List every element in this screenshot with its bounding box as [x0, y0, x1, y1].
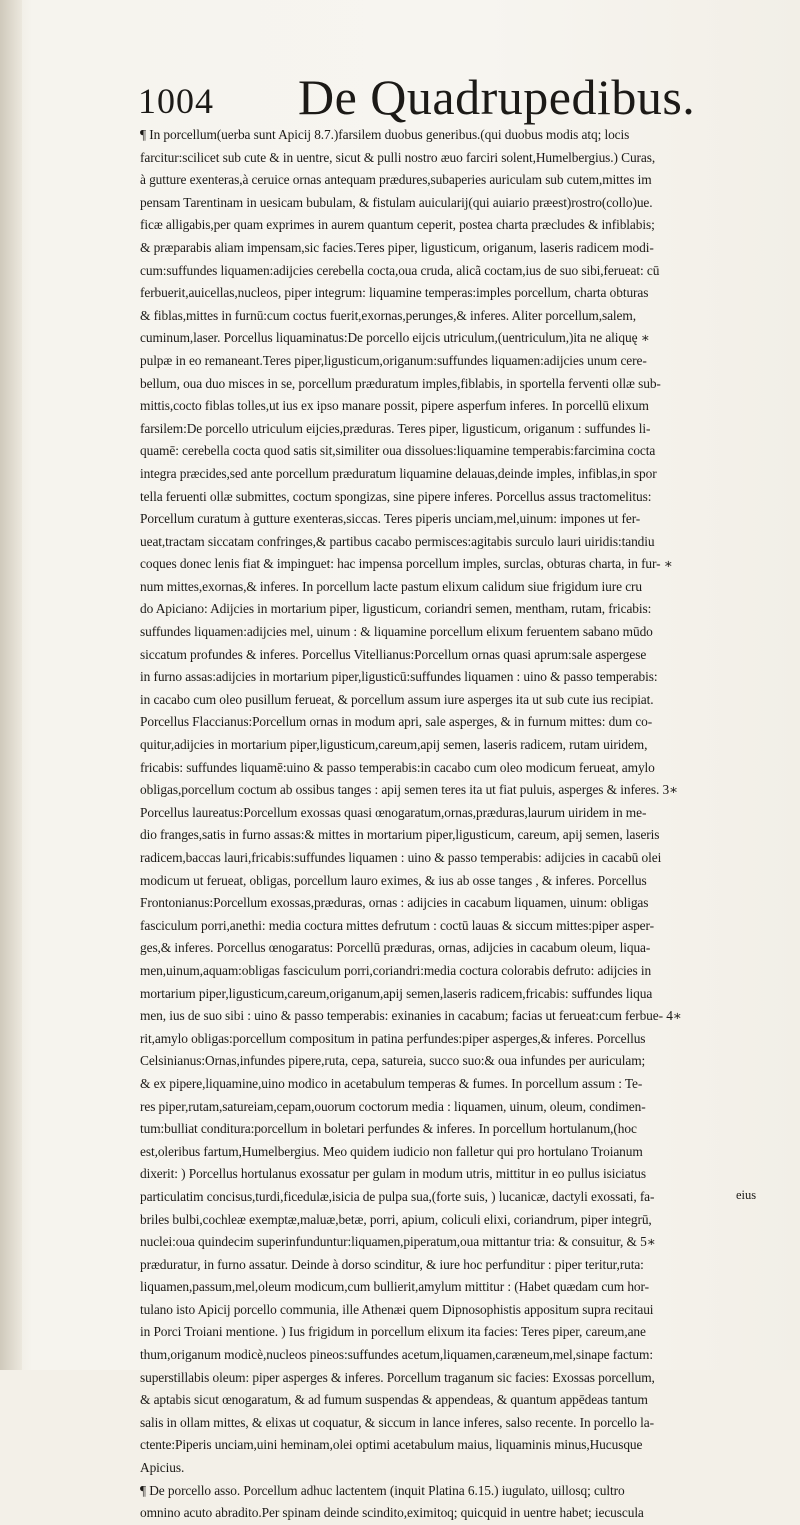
text-line: cum:suffundes liquamen:adijcies cerebella cocta,oua cruda, alicã coctam,ius de suo sibi,ferueat: cū — [140, 262, 660, 278]
text-line: fasciculum porri,anethi: media coctura mittes defrutum : coctū lauas & siccum mittes:piper asper- — [140, 917, 654, 933]
catchword: eius — [736, 1188, 757, 1202]
text-line: bellum, oua duo misces in se, porcellum præduratum imples,fiblabis, in sportella ferventi ollæ sub- — [140, 375, 661, 391]
text-line: nuclei:oua quindecim superinfunduntur:liquamen,piperatum,oua mittantur tria: & consuitur, & 5∗ — [140, 1234, 656, 1250]
page-number: 1004 — [138, 81, 214, 121]
text-line: do Apiciano: Adijcies in mortarium piper, ligusticum, coriandri semen, mentham, rutam, fricabis: — [140, 601, 652, 617]
text-line: ges,& inferes. Porcellus œnogaratus: Porcellū præduras, ornas, adijcies in cacabum oleum, liqua- — [140, 940, 651, 956]
text-line: à gutture exenteras,à ceruice ornas antequam prædures,subaperies auriculam sub cutem,mittes im — [140, 172, 652, 188]
text-line: farcitur:scilicet sub cute & in uentre, sicut & pulli nostro æuo farciri solent,Humelbergius.) Curas, — [140, 149, 656, 165]
text-line: liquamen,passum,mel,oleum modicum,cum bullierit,amylum mittitur : (Habet quædam cum hor- — [140, 1279, 649, 1295]
text-line: Porcellum curatum à gutture exenteras,siccas. Teres piperis unciam,mel,uinum: impones ut fer- — [140, 511, 641, 527]
text-line: siccatum profundes & inferes. Porcellus Vitellianus:Porcellum ornas quasi aprum:sale aspergese — [140, 646, 647, 662]
text-line: mittis,cocto fiblas tolles,ut ius ex ipso manare possit, pipere asperfum inferes. In porcellū elixum — [140, 398, 649, 414]
text-line: in cacabo cum oleo pusillum ferueat, & porcellum assum iure asperges ita ut sub cute ius recipiat. — [140, 691, 654, 707]
text-line: briles bulbi,cochleæ exemptæ,maluæ,betæ, porri, apium, coliculi elixi, coriandrum, piper integrū, — [140, 1211, 652, 1227]
text-line: ¶ In porcellum(uerba sunt Apicij 8.7.)farsilem duobus generibus.(qui duobus modis atq; locis — [140, 127, 630, 142]
text-line: quitur,adijcies in mortarium piper,ligusticum,careum,apij semen, laseris radicem, rutam uiridem, — [140, 737, 648, 753]
body-text — [140, 124, 770, 1525]
text-line: ferbuerit,auicellas,nucleos, piper integrum: liquamine temperas:imples porcellum, charta obturas — [140, 285, 649, 301]
text-line: superstillabis oleum: piper asperges & inferes. Porcellum traganum sic facies: Exossas porcellum, — [140, 1369, 655, 1385]
text-line: & ex pipere,liquamine,uino modico in acetabulum temperas & fumes. In porcellum assum : Te- — [140, 1075, 643, 1091]
text-line: coques donec lenis fiat & impinguet: hac impensa porcellum imples, surclas, obturas charta, in fur- ∗ — [140, 556, 673, 572]
text-line: Frontonianus:Porcellum exossas,præduras, ornas : adijcies in cacabum liquamen, uinum: obligas — [140, 895, 649, 911]
page-gutter — [0, 0, 22, 1370]
text-line: Porcellus Flaccianus:Porcellum ornas in modum apri, sale asperges, & in furnum mittes: dum co- — [140, 714, 653, 730]
text-line: præduratur, in furno assatur. Deinde à dorso scinditur, & iure hoc perfunditur : piper teritur,ruta: — [140, 1256, 644, 1272]
text-line: tulano isto Apicij porcello communia, ille Athenæi quem Dipnosophistis appositum supra recitaui — [140, 1301, 654, 1317]
text-line: integra præcides,sed ante porcellum præduratum liquamine delauas,deinde imples, infiblas,in spor — [140, 465, 657, 481]
text-line: mortarium piper,ligusticum,careum,origanum,apij semen,laseris radicem,fricabis: suffundes liqua — [140, 985, 653, 1001]
text-line: rit,amylo obligas:porcellum compositum in patina perfundes:piper asperges,& inferes. Porcellus — [140, 1030, 646, 1046]
text-line: & præparabis aliam impensam,sic facies.Teres piper, ligusticum, origanum, laseris radicem modi- — [140, 239, 654, 255]
text-line: dixerit: ) Porcellus hortulanus exossatur per gulam in modum utris, mittitur in eo pullus isiciatus — [140, 1166, 646, 1182]
text-line: Porcellus laureatus:Porcellum exossas quasi œnogaratum,ornas,præduras,laurum uiridem in me- — [140, 804, 647, 820]
text-line: pulpæ in eo remaneant.Teres piper,ligusticum,origanum:suffundes liquamen:adijcies unum cere- — [140, 352, 647, 368]
text-line: cuminum,laser. Porcellus liquaminatus:De porcello eijcis utriculum,(uentriculum,)ita ne aliquę ∗ — [140, 330, 650, 346]
text-line: & aptabis sicut œnogaratum, & ad fumum suspendas & appendeas, & quantum appēdeas tantum — [140, 1392, 648, 1408]
text-line: Celsinianus:Ornas,infundes pipere,ruta, cepa, satureia, succo suo:& oua infundes per auriculam; — [140, 1053, 646, 1069]
text-line: obligas,porcellum coctum ab ossibus tanges : apij semen teres ita ut fiat puluis, asperges & inferes. 3∗ — [140, 782, 679, 798]
text-line: & fiblas,mittes in furnū:cum coctus fuerit,exornas,perunges,& inferes. Aliter porcellum,salem, — [140, 307, 636, 323]
text-line: dio franges,satis in furno assas:& mittes in mortarium piper,ligusticum, careum, apij semen, laseris — [140, 827, 660, 843]
text-line: suffundes liquamen:adijcies mel, uinum : & liquamine porcellum elixum feruentem sabano mūdo — [140, 624, 653, 640]
text-line: fricabis: suffundes liquamē:uino & passo temperabis:in cacabo cum oleo modicum ferueat, amylo — [140, 759, 655, 775]
text-line: radicem,baccas lauri,fricabis:suffundes liquamen : uino & passo temperabis: adijcies in cacabū olei — [140, 850, 662, 865]
text-line: res piper,rutam,satureiam,cepam,ouorum coctorum media : liquamen, uinum, oleum, condimen- — [140, 1098, 646, 1114]
text-line: num mittes,exornas,& inferes. In porcellum lacte pastum elixum calidum siue frigidum iure cru — [140, 578, 643, 594]
page-header — [138, 62, 696, 125]
text-line: men,uinum,aquam:obligas fasciculum porri,coriandri:media coctura colorabis defruto: adijcies in — [140, 962, 652, 978]
text-line: men, ius de suo sibi : uino & passo temperabis: exinanies in cacabum; facias ut ferueat:cum ferbue- 4∗ — [140, 1008, 682, 1024]
text-line: salis in ollam mittes, & elixas ut coquatur, & siccum in lance inferes, salso recente. In porcello la- — [140, 1414, 654, 1430]
text-line: pensam Tarentinam in uesicam bubulam, & fistulam auicularij(qui auiario præest)rostro(collo)ue. — [140, 194, 653, 210]
text-line: tella feruenti ollæ submittes, coctum spongizas, sine pipere inferes. Porcellus assus tractomelitus: — [140, 488, 652, 504]
text-line: ctente:Piperis unciam,uini heminam,olei optimi acetabulum maius, liquaminis minus,Hucusque — [140, 1437, 643, 1453]
text-line: in furno assas:adijcies in mortarium piper,ligusticū:suffundes liquamen : uino & passo temperabis: — [140, 669, 658, 685]
text-line: modicum ut ferueat, obligas, porcellum lauro eximes, & ius ab osse tanges , & inferes. Porcellus — [140, 872, 647, 888]
text-line: Apicius. — [140, 1460, 185, 1476]
text-line: quamē: cerebella cocta quod satis sit,similiter oua dissolues:liquamine temperabis:farcimina cocta — [140, 443, 656, 459]
text-line: thum,origanum modicè,nucleos pineos:suffundes acetum,liquamen,caræneum,mel,sinape factum: — [140, 1347, 653, 1363]
text-line: farsilem:De porcello utriculum eijcies,præduras. Teres piper, ligusticum, origanum : suffundes li- — [140, 420, 651, 436]
running-title: De Quadrupedibus. — [298, 69, 696, 125]
text-line: ueat,tractam siccatam confringes,& partibus cacabo permisces:agitabis surculo lauri uiridis:tandiu — [140, 533, 655, 549]
text-line: omnino acuto abradito.Per spinam deinde scindito,eximitoq; quicquid in uentre habet; iecuscula — [140, 1505, 644, 1521]
text-line: ficæ alligabis,per quam exprimes in aurem quantum ceperit, postea charta præcludes & infiblabis; — [140, 217, 655, 233]
text-line: in Porci Troiani mentione. ) Ius frigidum in porcellum elixum ita facies: Teres piper, careum,ane — [140, 1324, 646, 1340]
text-line: est,oleribus fartum,Humelbergius. Meo quidem iudicio non falletur qui pro hortulano Troianum — [140, 1143, 643, 1159]
text-line: ¶ De porcello asso. Porcellum adhuc lactentem (inquit Platina 6.15.) iugulato, uillosq; cultro — [140, 1482, 625, 1498]
text-line: tum:bulliat conditura:porcellum in boletari perfundes & inferes. In porcellum hortulanum,(hoc — [140, 1121, 637, 1137]
text-line: particulatim concisus,turdi,ficedulæ,isicia de pulpa sua,(forte suis, ) lucanicæ, dactyli exossati, fa- — [140, 1188, 655, 1204]
